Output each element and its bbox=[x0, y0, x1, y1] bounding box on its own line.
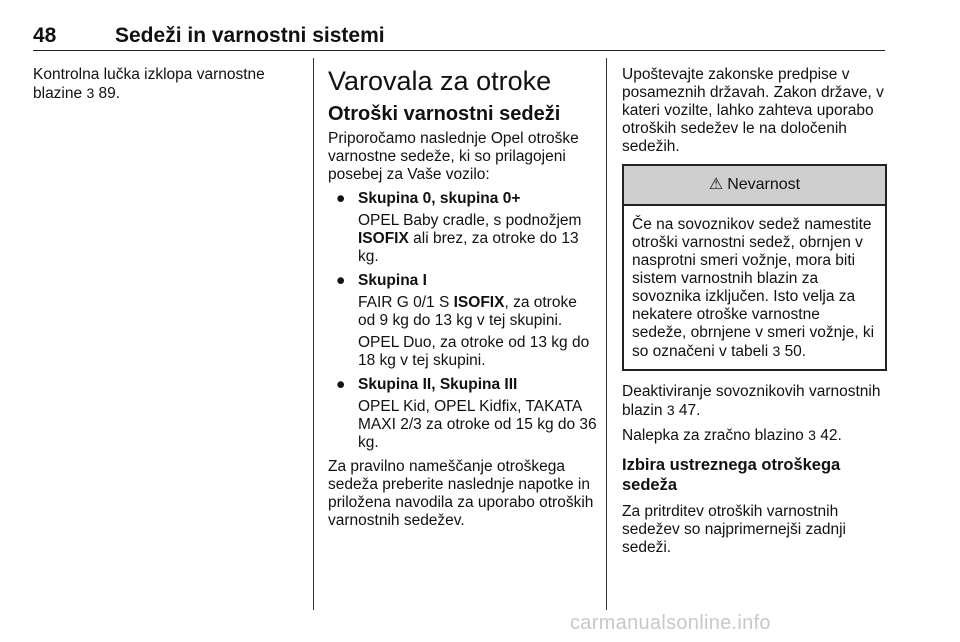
page-reference[interactable]: 42. bbox=[820, 427, 842, 444]
arrow-ref-icon: 3 bbox=[666, 402, 675, 418]
section-heading: Varovala za otroke bbox=[328, 66, 552, 96]
page-header bbox=[33, 20, 885, 51]
legal-paragraph: Upoštevajte zakonske predpise v posameznih državah. Zakon države, v kateri vozilte, lahko zahteva uporabo otroških sedežev le na določenih sedežih. bbox=[622, 66, 884, 155]
list-item bbox=[328, 272, 598, 370]
watermark: carmanualsonline.info bbox=[570, 612, 771, 634]
group-body: FAIR G 0/1 S ISOFIX, za otroke od 9 kg do 13 kg v tej skupini. bbox=[358, 294, 577, 329]
warning-triangle-icon: ⚠ bbox=[708, 176, 724, 193]
group-body-2: OPEL Duo, za otroke od 13 kg do 18 kg v tej skupini. bbox=[358, 334, 590, 369]
group-title: Skupina II, Skupina III bbox=[358, 376, 518, 393]
page-reference[interactable]: 50. bbox=[784, 343, 807, 360]
section-subheading: Otroški varnostni sedeži bbox=[328, 103, 561, 125]
group-body: OPEL Kid, OPEL Kidfix, TAKATA MAXI 2/3 za otroke od 15 kg do 36 kg. bbox=[358, 398, 597, 451]
group-title: Skupina I bbox=[358, 272, 427, 289]
warning-title: Nevarnost bbox=[727, 176, 801, 193]
page-title: Sedeži in varnostni sistemi bbox=[115, 24, 385, 47]
closing-paragraph: Za pravilno nameščanje otroškega sedeža preberite naslednje napotke in priložena navodila za uporabo otroških varnostnih sedežev. bbox=[328, 458, 594, 529]
airbag-deactivation-paragraph: Deaktiviranje sovoznikovih varnostnih blazin 3 47. bbox=[622, 383, 881, 419]
column-divider-2 bbox=[606, 58, 607, 610]
rear-seats-paragraph: Za pritrditev otroških varnostnih sedežev so najprimernejši zadnji sedeži. bbox=[622, 503, 847, 556]
arrow-ref-icon: 3 bbox=[772, 343, 781, 359]
list-item bbox=[328, 190, 598, 266]
column-1 bbox=[33, 66, 298, 109]
column-divider-1 bbox=[313, 58, 314, 610]
subsection-heading: Izbira ustreznega otroškega sedeža bbox=[622, 456, 841, 494]
page-reference[interactable]: 89. bbox=[98, 85, 121, 102]
bullet-icon: ● bbox=[336, 272, 346, 289]
intro-paragraph: Priporočamo naslednje Opel otroške varnostne sedeže, ki so prilagojeni posebej za Vaše vozilo: bbox=[328, 130, 579, 183]
bullet-icon: ● bbox=[336, 190, 346, 207]
group-title: Skupina 0, skupina 0+ bbox=[358, 190, 521, 207]
warning-box bbox=[622, 164, 887, 371]
warning-header bbox=[624, 166, 885, 206]
list-item bbox=[328, 376, 598, 452]
paragraph-airbag-light: Kontrolna lučka izklopa varnostne blazine 3 89. bbox=[33, 66, 265, 102]
warning-body: Če na sovoznikov sedež namestite otroški varnostni sedež, obrnjen v nasprotni smeri vožnje, mora biti sistem varnostnih blazin za sovoznika izključen. Isto velja za nekatere otroške varnostne sedeže, obrnjene v smeri vožnje, ki so označeni v tabeli 3 50. bbox=[632, 216, 875, 360]
bullet-icon: ● bbox=[336, 376, 346, 393]
column-3 bbox=[622, 66, 887, 563]
page-reference[interactable]: 47. bbox=[678, 402, 701, 419]
arrow-ref-icon: 3 bbox=[808, 427, 816, 443]
arrow-ref-icon: 3 bbox=[86, 85, 95, 101]
page-number: 48 bbox=[33, 24, 57, 47]
group-body: OPEL Baby cradle, s podnožjem ISOFIX ali brez, za otroke do 13 kg. bbox=[358, 212, 582, 265]
airbag-label-paragraph: Nalepka za zračno blazino 3 42. bbox=[622, 427, 842, 444]
column-2 bbox=[328, 66, 598, 536]
